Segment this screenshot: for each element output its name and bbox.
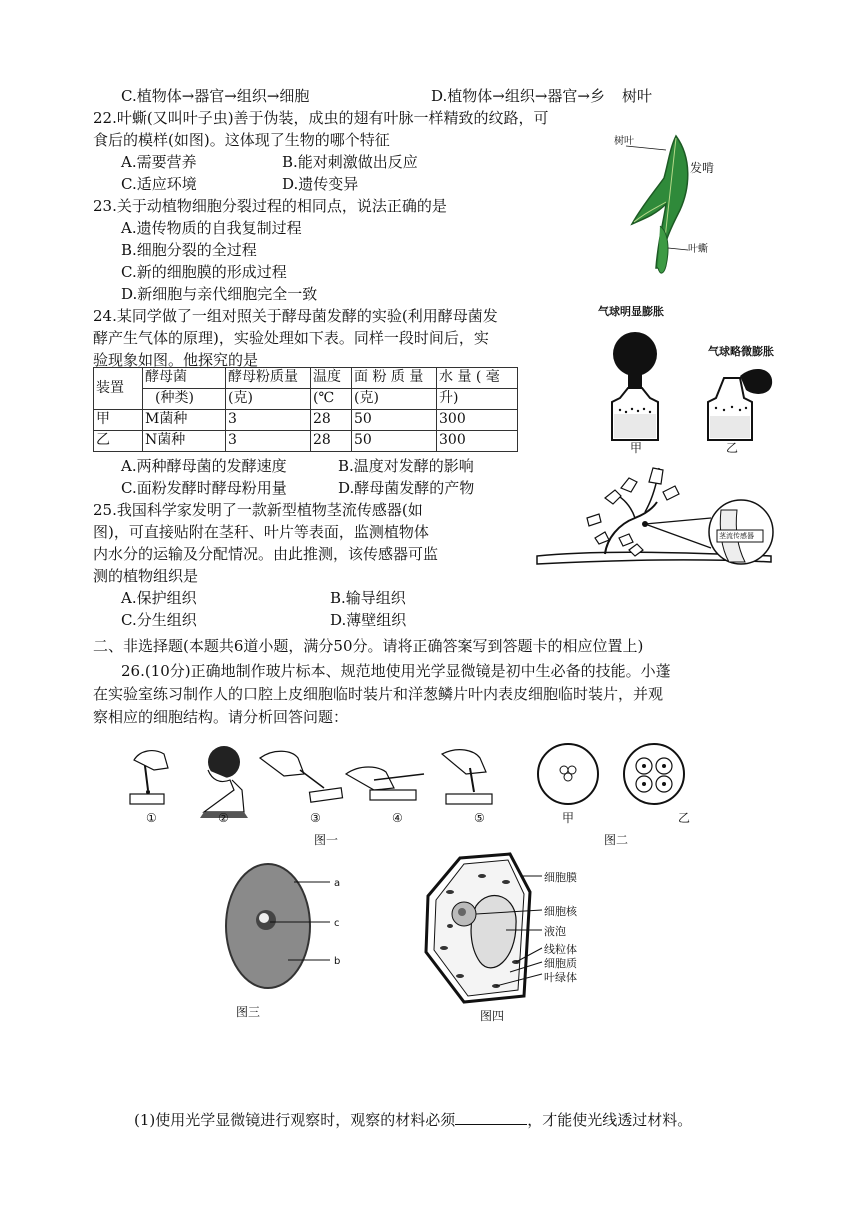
table-header-cell: 面 粉 质 量 [352, 368, 437, 389]
q25-stem-line1: 25.我国科学家发明了一款新型植物茎流传感器(如 [93, 501, 423, 519]
q22-stem-line1: 22.叶蟖(又叫叶子虫)善于伪装，成虫的翅有叶脉一样精致的纹路，可 [93, 109, 549, 127]
table-header-row [94, 389, 518, 410]
q23-option-b: B.细胞分裂的全过程 [121, 241, 257, 259]
step-2-label: ② [218, 811, 229, 825]
table-header-cell: 装置 [94, 368, 143, 410]
q26-sub1-suffix: ，才能使光线透过材料。 [527, 1111, 693, 1129]
q23-option-a: A.遗传物质的自我复制过程 [121, 219, 302, 237]
q25-stem-line2: 图)，可直接贴附在茎秆、叶片等表面，监测植物体 [93, 523, 429, 541]
q24-stem-line2: 酵产生气体的原理)，实验处理如下表。同样一段时间后，实 [93, 329, 489, 347]
table-header-cell: 升) [437, 389, 518, 410]
figure-4-caption: 图四 [480, 1009, 505, 1023]
figure-1-slide-steps [124, 740, 534, 847]
q26-sub1 [134, 1110, 692, 1130]
table-header-cell: (克) [226, 389, 311, 410]
bite-label: 发啃 [690, 161, 715, 175]
view-yi-label: 乙 [678, 811, 691, 825]
q21-option-c: C.植物体→器官→组织→细胞 [121, 87, 310, 105]
table-cell: 300 [437, 431, 518, 452]
mitochondria-label: 线粒体 [544, 943, 577, 956]
q21-option-d: D.植物体→组织→器官→乡 [431, 87, 605, 105]
table-header-row [94, 368, 518, 389]
q22-option-a: A.需要营养 [121, 153, 197, 171]
table-header-cell: (℃ [311, 389, 352, 410]
q26-line2: 在实验室练习制作人的口腔上皮细胞临时装片和洋葱鳞片叶内表皮细胞临时装片，并观 [93, 685, 664, 703]
q22-figure-leaf-label-top: 树叶 [622, 87, 653, 105]
table-row [94, 410, 518, 431]
nucleus-label: 细胞核 [544, 905, 577, 918]
experiment-table [93, 367, 518, 452]
table-header-cell: (克) [352, 389, 437, 410]
q22-option-c: C.适应环境 [121, 175, 197, 193]
q26-line1: 26.(10分)正确地制作玻片标本、规范地使用光学显微镜是初中生必备的技能。小蓬 [121, 662, 671, 680]
q23-option-d: D.新细胞与亲代细胞完全一致 [121, 285, 318, 303]
table-cell: 28 [311, 431, 352, 452]
q25-option-a: A.保护组织 [121, 589, 197, 607]
q25-stem-line4: 测的植物组织是 [93, 567, 199, 585]
sensor-label: 茎流传感器 [719, 532, 754, 540]
q25-option-c: C.分生组织 [121, 611, 197, 629]
leaf-label: 树叶 [614, 136, 634, 147]
table-cell: N菌种 [143, 431, 226, 452]
section-2-heading: 二、非选择题(本题共6道小题，满分50分。请将正确答案写到答题卡的相应位置上) [93, 637, 644, 655]
figure-2-caption: 图二 [604, 833, 629, 847]
view-jia-label: 甲 [562, 811, 575, 825]
figure-3-caption: 图三 [236, 1005, 261, 1019]
table-row [94, 431, 518, 452]
insect-label: 叶蟖 [688, 244, 708, 255]
table-cell: M菌种 [143, 410, 226, 431]
q24-stem-line3: 验现象如图。他探究的是 [93, 351, 259, 369]
figure-3-cheek-cell [222, 860, 352, 1020]
leaf-insect-figure [606, 128, 716, 278]
table-cell: 甲 [94, 410, 143, 431]
table-header-cell: 酵母粉质量 [226, 368, 311, 389]
table-cell: 3 [226, 431, 311, 452]
q26-line3: 察相应的细胞结构。请分析回答问题： [93, 708, 349, 726]
q26-sub1-prefix: (1)使用光学显微镜进行观察时，观察的材料必须 [134, 1111, 456, 1129]
q22-stem-line2: 食后的模样(如图)。这体现了生物的哪个特征 [93, 131, 390, 149]
plant-sensor-figure [535, 458, 775, 576]
q23-option-c: C.新的细胞膜的形成过程 [121, 263, 287, 281]
step-3-label: ③ [310, 811, 321, 825]
q25-option-b: B.输导组织 [330, 589, 406, 607]
q24-option-b: B.温度对发酵的影响 [338, 457, 474, 475]
figure-2-microscope-views [534, 738, 724, 846]
answer-blank[interactable] [455, 1110, 527, 1125]
q22-option-b: B.能对刺激做出反应 [282, 153, 418, 171]
q24-option-d: D.酵母菌发酵的产物 [338, 479, 475, 497]
table-header-cell: 温度 [311, 368, 352, 389]
label-c: c [334, 918, 340, 929]
figure-1-caption: 图一 [314, 833, 339, 847]
q25-option-d: D.薄壁组织 [330, 611, 407, 629]
cell-membrane-label: 细胞膜 [544, 871, 577, 884]
yi-label: 乙 [726, 441, 739, 455]
label-b: b [334, 956, 341, 967]
chloroplast-label: 叶绿体 [544, 971, 577, 984]
q24-option-a: A.两种酵母菌的发酵速度 [121, 457, 287, 475]
q23-stem: 23.关于动植物细胞分裂过程的相同点，说法正确的是 [93, 197, 447, 215]
table-header-cell: 水 量 ( 毫 [437, 368, 518, 389]
jia-label: 甲 [630, 441, 643, 455]
table-header-cell: 酵母菌 [143, 368, 226, 389]
table-cell: 300 [437, 410, 518, 431]
label-a: a [334, 878, 341, 889]
step-5-label: ⑤ [474, 811, 485, 825]
q24-option-c: C.面粉发酵时酵母粉用量 [121, 479, 287, 497]
figure-4-plant-cell [420, 852, 620, 1028]
q24-stem-line1: 24.某同学做了一组对照关于酵母菌发酵的实验(利用酵母菌发 [93, 307, 498, 325]
step-4-label: ④ [392, 811, 403, 825]
cytoplasm-label: 细胞质 [544, 957, 577, 970]
table-cell: 50 [352, 431, 437, 452]
table-cell: 28 [311, 410, 352, 431]
table-cell: 3 [226, 410, 311, 431]
table-cell: 50 [352, 410, 437, 431]
vacuole-label: 液泡 [544, 925, 566, 938]
big-balloon-label: 气球明显膨胀 [598, 305, 664, 318]
table-header-cell: (种类) [143, 389, 226, 410]
q22-option-d: D.遗传变异 [282, 175, 359, 193]
small-balloon-label: 气球略微膨胀 [708, 345, 774, 358]
q25-stem-line3: 内水分的运输及分配情况。由此推测，该传感器可监 [93, 545, 439, 563]
balloon-figure [590, 298, 800, 458]
step-1-label: ① [146, 811, 157, 825]
table-cell: 乙 [94, 431, 143, 452]
